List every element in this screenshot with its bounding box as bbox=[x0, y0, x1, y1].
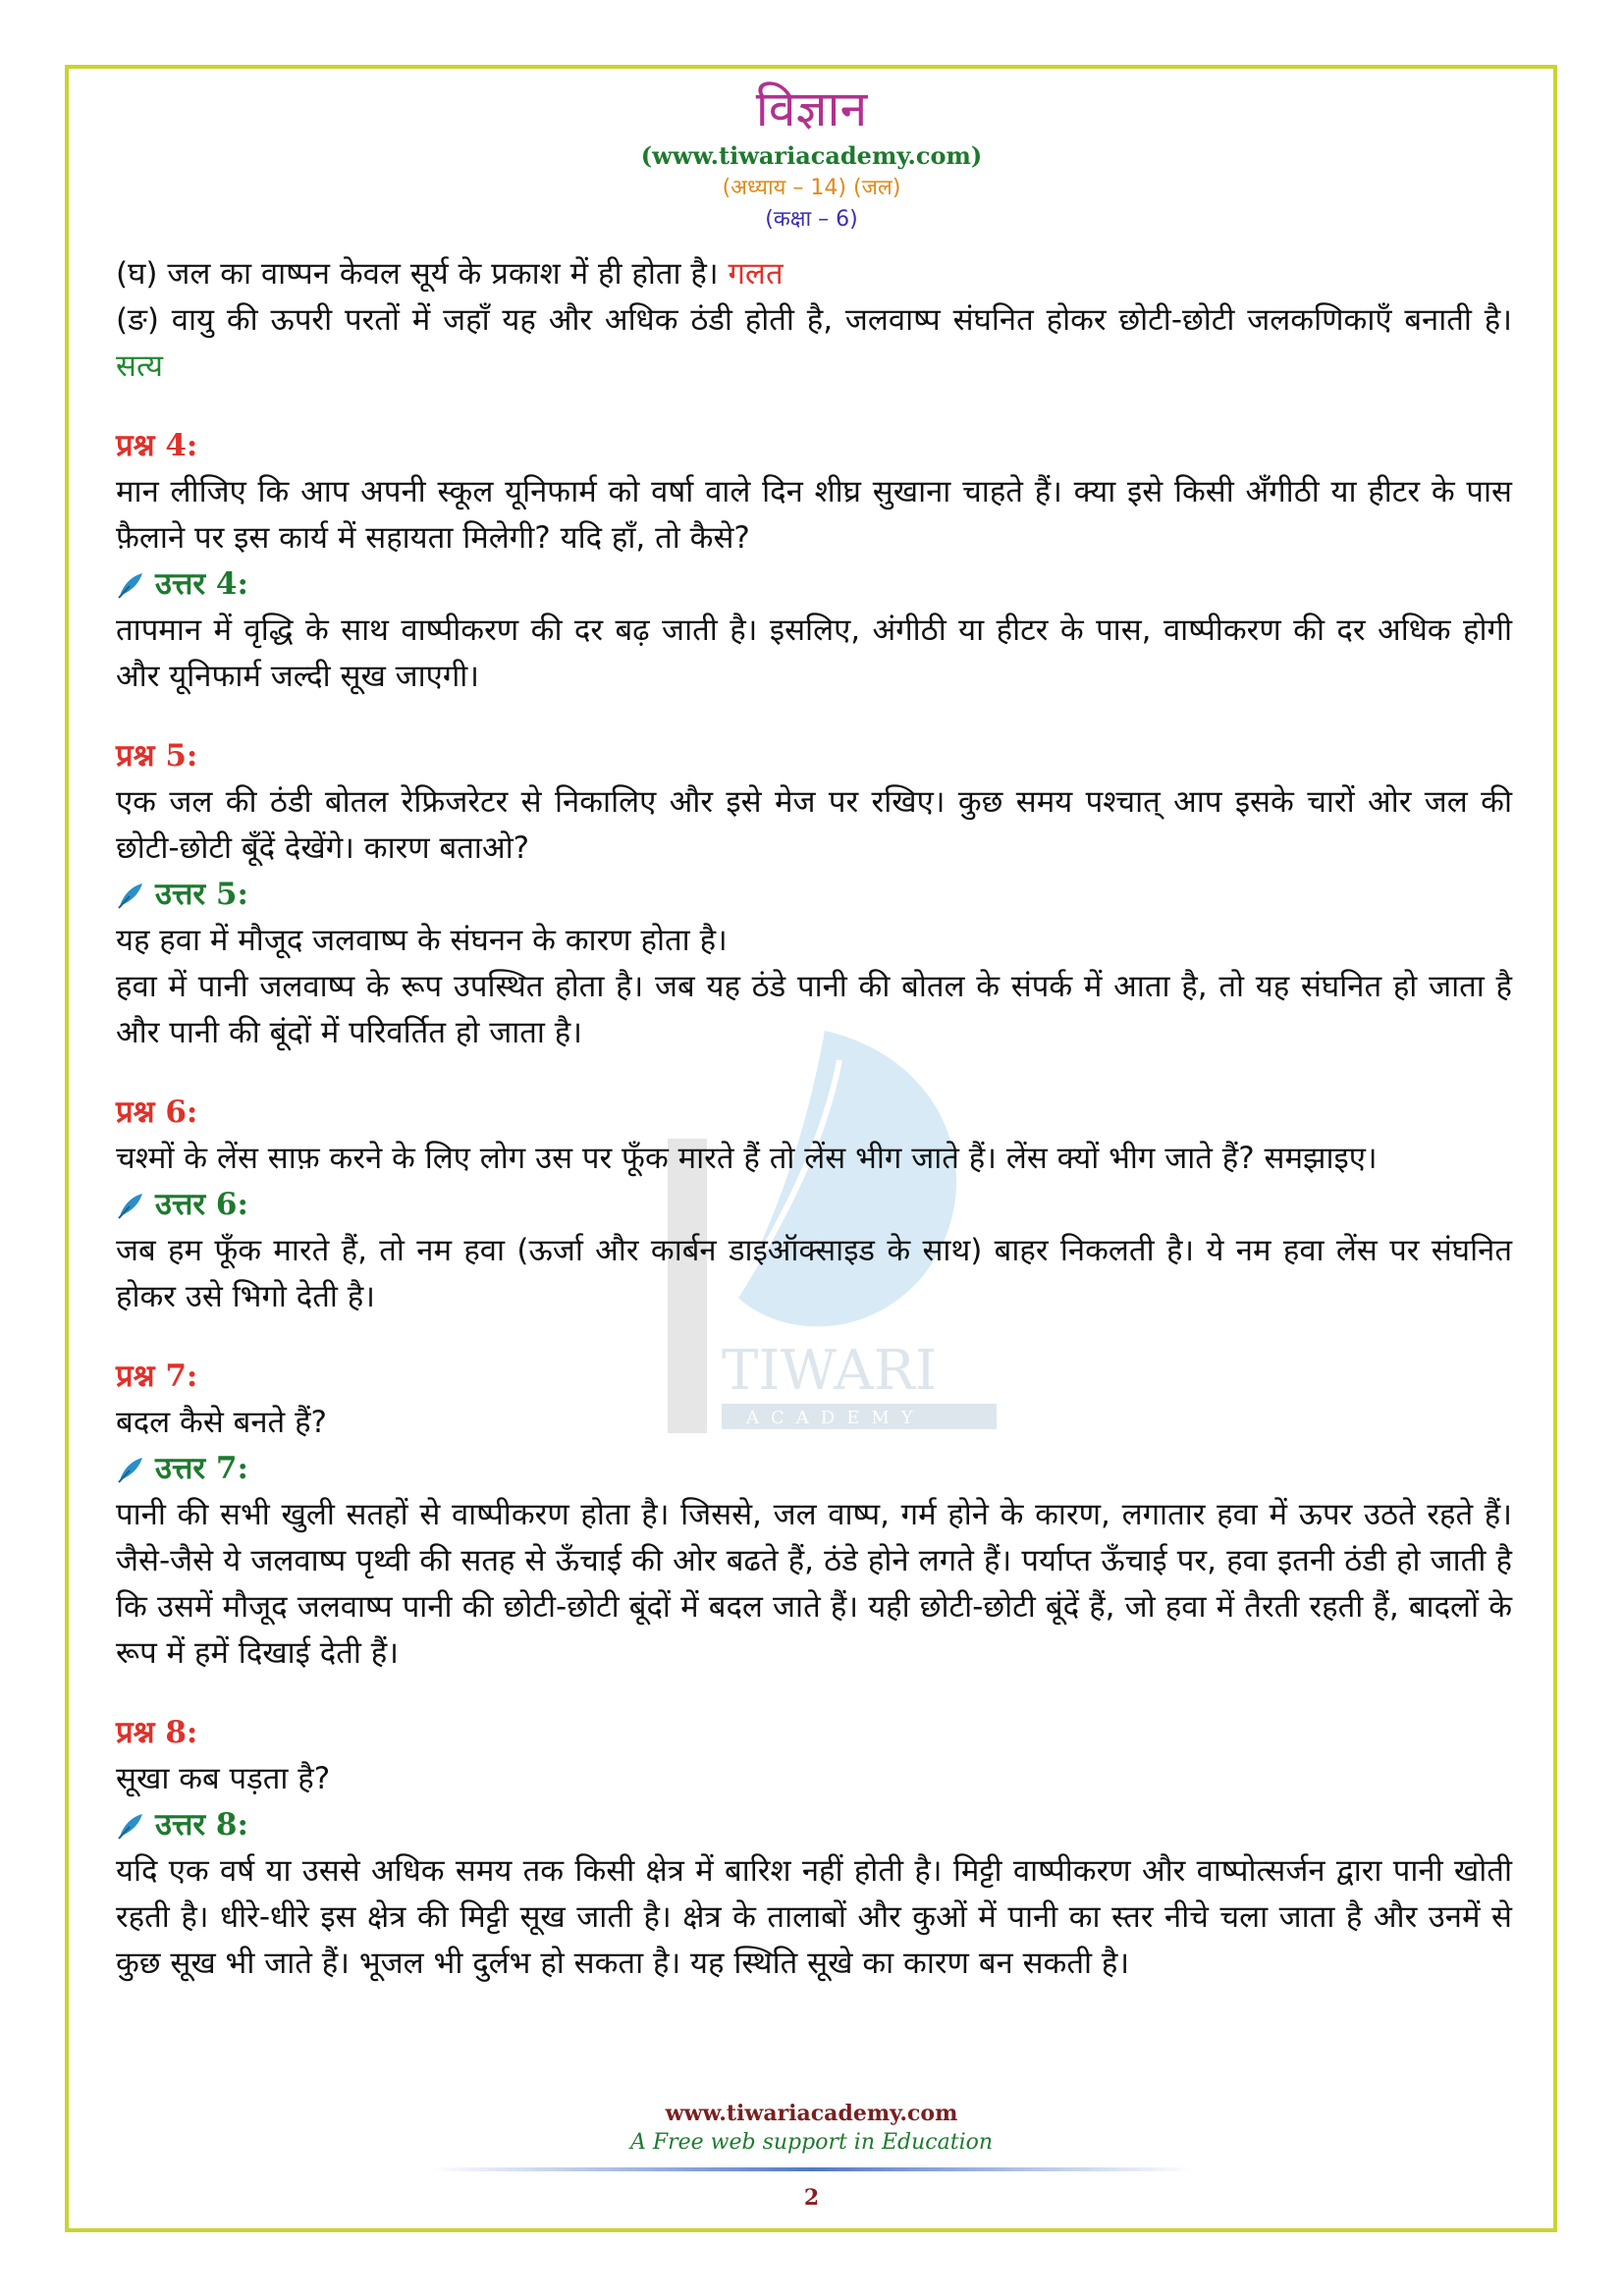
statement-nga-text: (ङ) वायु की ऊपरी परतों में जहाँ यह और अधिक ठंडी होती है, जलवाष्प संघनित होकर छोटी-छोटी जलकणिकाएँ बनाती है। bbox=[116, 302, 1512, 338]
answer-label-row bbox=[116, 1182, 1512, 1228]
question-label: प्रश्न 7: bbox=[116, 1359, 198, 1394]
chapter-label: (अध्याय – 14) (जल) bbox=[722, 176, 901, 200]
question-text: मान लीजिए कि आप अपनी स्कूल यूनिफार्म को वर्षा वाले दिन शीघ्र सुखाना चाहते हैं। क्या इसे किसी अँगीठी या हीटर के पास फ़ैलाने पर इस कार्य में सहायता मिलेगी? यदि हाँ, तो कैसे? bbox=[116, 474, 1512, 556]
question-text: चश्मों के लेंस साफ़ करने के लिए लोग उस पर फूँक मारते हैं तो लेंस भीग जाते हैं। लेंस क्यों भीग जाते हैं? समझाइए। bbox=[116, 1141, 1378, 1176]
page-header bbox=[0, 79, 1623, 236]
statement-nga bbox=[116, 297, 1512, 390]
question-text: बदल कैसे बनते हैं? bbox=[116, 1405, 327, 1440]
answer-text: यह हवा में मौजूद जलवाष्प के संघनन के कारण होता है। bbox=[116, 923, 728, 958]
qa-list bbox=[116, 423, 1512, 1987]
answer-label-row bbox=[116, 1446, 1512, 1492]
feather-icon bbox=[116, 881, 145, 910]
answer-text: यदि एक वर्ष या उससे अधिक समय तक किसी क्षेत्र में बारिश नहीं होती है। मिट्टी वाष्पीकरण और वाष्पोत्सर्जन द्वारा पानी खोती रहती है। धीरे-धीरे इस क्षेत्र की मिट्टी सूख जाती है। क्षेत्र के तालाबों और कुओं में पानी का स्तर नीचे चला जाता है और उनमें से कुछ सूख भी जाते हैं। भूजल भी दुर्लभ हो सकता है। यह स्थिति सूखे का कारण बन सकती है। bbox=[116, 1853, 1512, 1981]
statement-nga-verdict: सत्य bbox=[116, 348, 163, 384]
subject-title: विज्ञान bbox=[755, 80, 868, 137]
footer-divider bbox=[429, 2167, 1195, 2171]
answer-text: जब हम फूँक मारते हैं, तो नम हवा (ऊर्जा और कार्बन डाइऑक्साइड के साथ) बाहर निकलती है। ये नम हवा लेंस पर संघनित होकर उसे भिगो देती है। bbox=[116, 1233, 1512, 1314]
question-label: प्रश्न 4: bbox=[116, 428, 198, 463]
answer-label-row bbox=[116, 561, 1512, 608]
answer-label: उत्तर 6: bbox=[155, 1187, 248, 1222]
answer-text: तापमान में वृद्धि के साथ वाष्पीकरण की दर बढ़ जाती है। इसलिए, अंगीठी या हीटर के पास, वाष्पीकरण की दर अधिक होगी और यूनिफार्म जल्दी सूख जाएगी। bbox=[116, 613, 1512, 694]
answer-text: पानी की सभी खुली सतहों से वाष्पीकरण होता है। जिससे, जल वाष्प, गर्म होने के कारण, लगातार हवा में ऊपर उठते रहते हैं। जैसे-जैसे ये जलवाष्प पृथ्वी की सतह से ऊँचाई की ओर बढते हैं, ठंडे होने लगते हैं। पर्याप्त ऊँचाई पर, हवा इतनी ठंडी हो जाती है कि उसमें मौजूद जलवाष्प पानी की छोटी-छोटी बूंदों में बदल जाते हैं। यही छोटी-छोटी बूंदें हैं, जो हवा में तैरती रहती हैं, बादलों के रूप में हमें दिखाई देती हैं। bbox=[116, 1497, 1512, 1671]
answer-text: हवा में पानी जलवाष्प के रूप उपस्थित होता है। जब यह ठंडे पानी की बोतल के संपर्क में आता है, तो यह संघनित हो जाता है और पानी की बूंदों में परिवर्तित हो जाता है। bbox=[116, 969, 1512, 1050]
question-label: प्रश्न 6: bbox=[116, 1095, 198, 1130]
header-site-link[interactable]: (www.tiwariacademy.com) bbox=[640, 141, 983, 170]
feather-icon bbox=[116, 1191, 145, 1220]
watermark-word: TIWARI bbox=[722, 1339, 937, 1403]
answer-label: उत्तर 5: bbox=[155, 877, 248, 912]
answer-label-row bbox=[116, 1802, 1512, 1848]
statement-gha-verdict: गलत bbox=[728, 256, 784, 292]
statement-gha-text: (घ) जल का वाष्पन केवल सूर्य के प्रकाश में ही होता है। bbox=[116, 256, 719, 292]
statement-gha bbox=[116, 251, 1512, 297]
footer-tagline: A Free web support in Education bbox=[629, 2130, 994, 2155]
question-text: एक जल की ठंडी बोतल रेफ्रिजरेटर से निकालिए और इसे मेज पर रखिए। कुछ समय पश्चात् आप इसके चारों ओर जल की छोटी-छोटी बूँदें देखेंगे। कारण बताओ? bbox=[116, 784, 1512, 866]
answer-label: उत्तर 7: bbox=[155, 1451, 248, 1486]
question-label: प्रश्न 8: bbox=[116, 1715, 198, 1750]
page-number: 2 bbox=[803, 2185, 820, 2211]
footer-site-link[interactable]: www.tiwariacademy.com bbox=[665, 2101, 958, 2126]
page-footer bbox=[0, 2099, 1623, 2211]
question-text: सूखा कब पड़ता है? bbox=[116, 1761, 331, 1796]
answer-label-row bbox=[116, 872, 1512, 918]
feather-icon bbox=[116, 1811, 145, 1841]
main-content bbox=[116, 251, 1512, 1987]
answer-label: उत्तर 8: bbox=[155, 1807, 248, 1842]
question-label: प्रश्न 5: bbox=[116, 738, 198, 774]
answer-label: उत्तर 4: bbox=[155, 566, 248, 602]
class-label: (कक्षा – 6) bbox=[765, 207, 858, 232]
feather-icon bbox=[116, 570, 145, 600]
feather-icon bbox=[116, 1455, 145, 1484]
watermark-sub: ACADEMY bbox=[746, 1408, 925, 1428]
